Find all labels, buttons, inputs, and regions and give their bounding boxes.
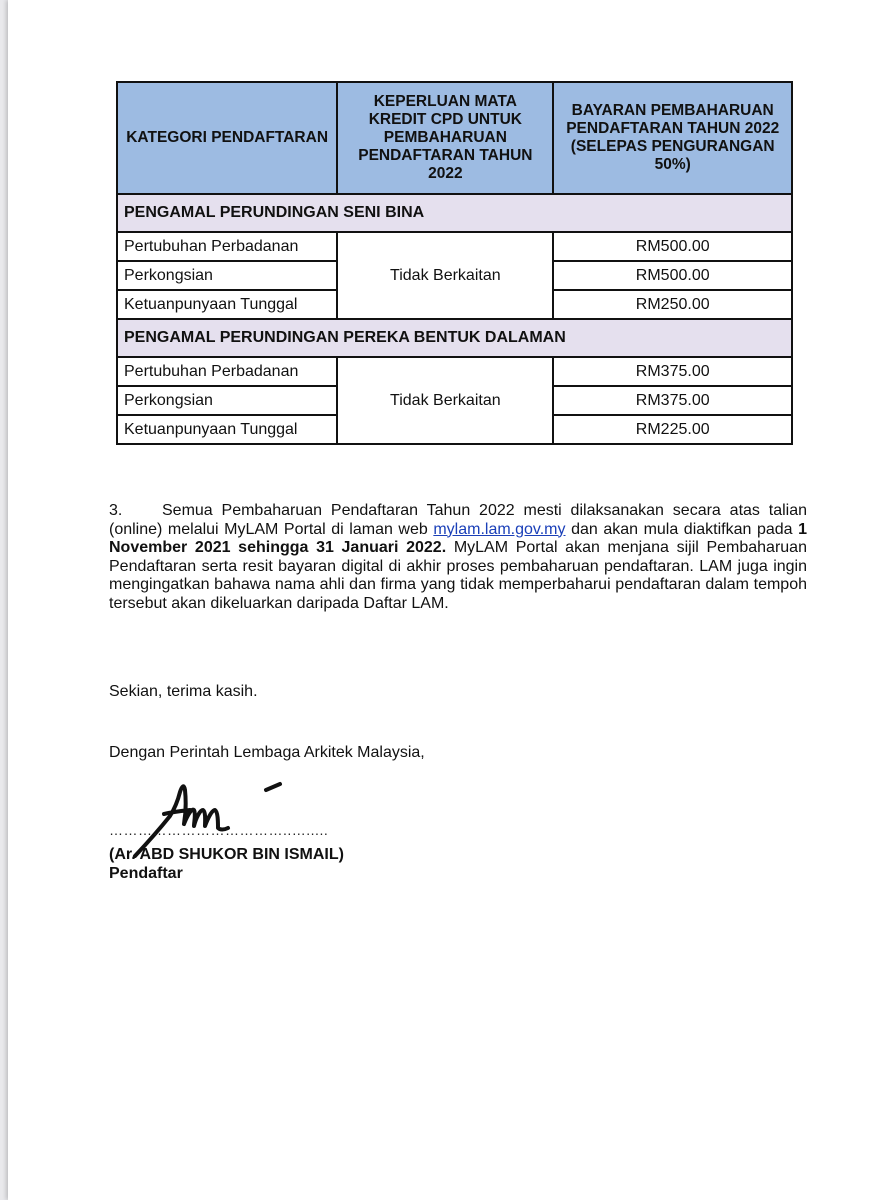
fee-cell: RM500.00 (553, 232, 792, 261)
closing-line: Sekian, terima kasih. (109, 683, 258, 700)
header-renewal-fee: BAYARAN PEMBAHARUAN PENDAFTARAN TAHUN 2022 (SELEPAS PENGURANGAN 50%) (553, 82, 792, 194)
fee-cell: RM250.00 (553, 290, 792, 319)
signatory-name: (Ar. ABD SHUKOR BIN ISMAIL) (109, 846, 344, 863)
section-title-seni-bina: PENGAMAL PERUNDINGAN SENI BINA (117, 194, 792, 232)
date-range: 1 November 2021 sehingga 31 Januari 2022. (109, 520, 808, 556)
paragraph-number: 3. (109, 502, 123, 519)
paragraph-text-3: MyLAM Portal akan menjana sijil Pembaharuan Pendaftaran serta resit bayaran digital di akhir proses pembaharuan pendaftaran. LAM juga ingin mengingatkan bahawa nama ahli dan firma yang tidak memperbaharui pendaftaran dalam tempoh tersebut akan dikeluarkan daripada Daftar LAM. (109, 539, 807, 612)
category-cell: Ketuanpunyaan Tunggal (117, 290, 337, 319)
document-page (8, 0, 874, 1200)
mylam-portal-link[interactable]: mylam.lam.gov.my (433, 520, 566, 538)
paragraph-text-2: dan akan mula diaktifkan pada (571, 520, 793, 538)
category-cell: Pertubuhan Perbadanan (117, 232, 337, 261)
registration-fee-table (116, 81, 793, 445)
header-cpd-requirement: KEPERLUAN MATA KREDIT CPD UNTUK PEMBAHARUAN PENDAFTARAN TAHUN 2022 (337, 82, 553, 194)
signatory-title: Pendaftar (109, 865, 183, 882)
category-cell: Ketuanpunyaan Tunggal (117, 415, 337, 444)
paragraph-3 (109, 502, 807, 613)
table-row (117, 357, 792, 386)
section-title-pereka-bentuk-dalaman: PENGAMAL PERUNDINGAN PEREKA BENTUK DALAMAN (117, 319, 792, 357)
paragraph-text-1: Semua Pembaharuan Pendaftaran Tahun 2022 mesti dilaksanakan secara atas talian (online) melalui MyLAM Portal di laman web (109, 502, 807, 538)
cpd-cell: Tidak Berkaitan (337, 232, 553, 319)
section-row (117, 194, 792, 232)
fee-cell: RM500.00 (553, 261, 792, 290)
section-row (117, 319, 792, 357)
header-category: KATEGORI PENDAFTARAN (117, 82, 337, 194)
table-header-row (117, 82, 792, 194)
cpd-cell: Tidak Berkaitan (337, 357, 553, 444)
category-cell: Perkongsian (117, 261, 337, 290)
fee-cell: RM225.00 (553, 415, 792, 444)
fee-cell: RM375.00 (553, 386, 792, 415)
fee-cell: RM375.00 (553, 357, 792, 386)
category-cell: Perkongsian (117, 386, 337, 415)
order-line: Dengan Perintah Lembaga Arkitek Malaysia, (109, 744, 425, 761)
signature-dotted-line: ………………………………..…..... (109, 822, 329, 838)
table-row (117, 232, 792, 261)
category-cell: Pertubuhan Perbadanan (117, 357, 337, 386)
